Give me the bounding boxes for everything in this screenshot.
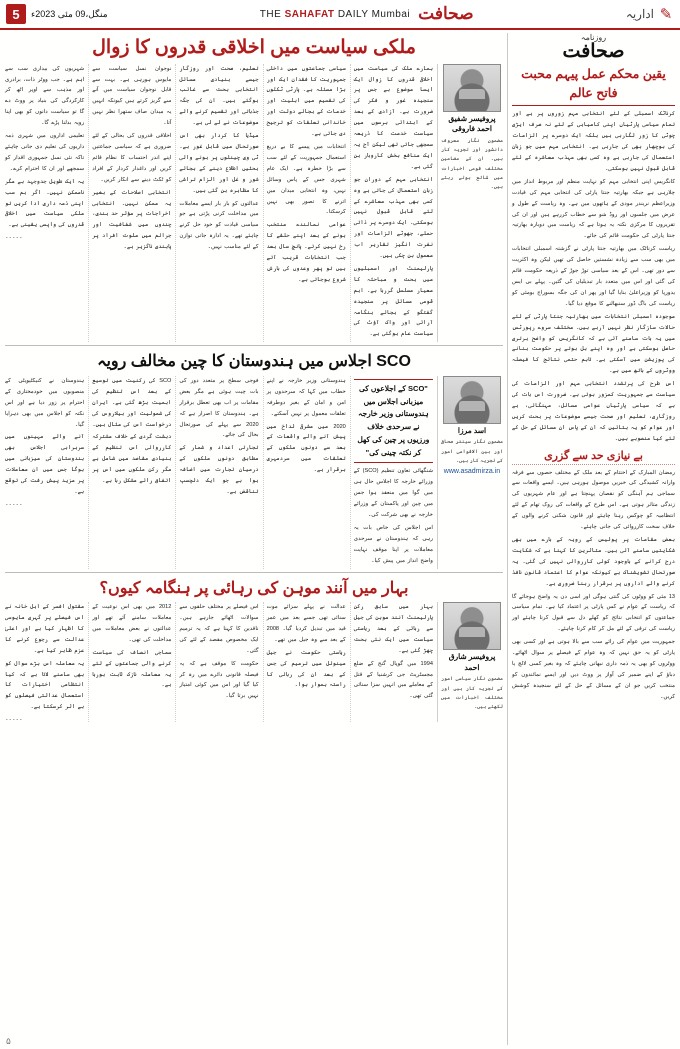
editorial-column <box>507 33 675 1045</box>
column <box>175 376 258 569</box>
paragraph: بہار میں سابق رکن پارلیمنٹ آنند موہن کی جیل سے رہائی کے بعد ریاستی سیاست میں ایک نئی بحث چھڑ گئی ہے۔ <box>353 604 433 654</box>
column-body <box>267 64 346 286</box>
editorial-kicker: روزنامہ <box>580 33 607 42</box>
author-website[interactable]: www.asadmirza.in <box>443 468 501 476</box>
paragraph: رمضان المبارک کے اختتام کے بعد ملک کے مختلف حصوں سے فرقہ وارانہ کشیدگی کی خبریں موصول ہورہی ہیں۔ ایسے واقعات سے سماجی ہم آہنگی کو نقصان پہنچتا ہے اور عام شہریوں کی زندگی متاثر ہوتی ہے۔ اس طرح کے واقعات کی روک تھام کے لئے انتظامیہ کو چوکس رہنا چاہئے اور قانون شکنی کرنے والوں کے خلاف سخت کارروائی کی جانی چاہئے۔ <box>512 469 675 531</box>
article-headline: بہار میں آنند موہن کی رہائی پر ہنگامہ کیوں؟ <box>99 579 409 597</box>
editorial-logo: صحافت <box>562 41 625 62</box>
column <box>88 602 171 722</box>
column <box>350 602 433 722</box>
main-story-area <box>5 33 503 1045</box>
column <box>350 64 433 343</box>
paragraph: انتخابات میں پیسے کا بے دریغ استعمال جمہوریت کے لئے سب سے بڑا خطرہ ہے۔ ایک عام شہری جس کے پاس وسائل نہیں، وہ انتخابی میدان میں اترنے کا تصور بھی نہیں کرسکتا۔ <box>266 143 346 216</box>
author-box <box>437 602 503 722</box>
column <box>5 602 84 722</box>
paragraph: دہشت گردی کے خلاف مشترکہ کارروائی اس تنظیم کے بنیادی مقاصد میں شامل ہے مگر رکن ملکوں میں اس پر اتفاق رائے مشکل رہا ہے۔ <box>92 434 172 485</box>
author-portrait <box>443 602 501 650</box>
paragraph: تجارتی اعداد و شمار کے مطابق دونوں ملکوں کے درمیان تجارت میں اضافہ ہوا ہے جو ایک دلچسپ تناقض ہے۔ <box>179 445 259 495</box>
paper-name-english-pre: THE <box>259 8 282 20</box>
paragraph: انتخابی مہم کے دوران جو زبان استعمال کی جاتی ہے وہ کسی بھی مہذب معاشرے کے لئے قابل قبول نہیں ہوسکتی۔ ایک دوسرے پر ذاتی حملے، جھوٹے الزامات اور نفرت انگیز تقاریر اب معمول بن چکی ہیں۔ <box>353 176 433 260</box>
column-body <box>92 602 171 691</box>
paragraph: پارلیمنٹ اور اسمبلیوں میں بحث و مباحثہ کا معیار مسلسل گررہا ہے۔ اہم قومی مسائل پر سنجیدہ گفتگو کے بجائے ہنگامہ آرائی اور واک آؤٹ کی سیاست عام ہوگئی ہے۔ <box>353 265 433 338</box>
paragraph: تعلیمی اداروں میں شہری ذمہ داریوں کی تعلیم دی جانی چاہئے تاکہ نئی نسل جمہوری اقدار کو سمجھے اور ان کا احترام کرے۔ <box>4 133 85 172</box>
paragraph: اس طرح کی پرتشدد انتخابی مہم اور الزامات کی سیاست سے جمہوریت کمزور ہوتی ہے۔ ضرورت اس بات کی ہے کہ سیاسی پارٹیاں عوامی مسائل، مہنگائی، بے روزگاری، تعلیم اور صحت جیسے موضوعات پر بحث کریں اور عوام کو یہ بتائیں کہ ان کے پاس ان مسائل کے حل کے لئے کیا منصوبے ہیں۔ <box>512 381 675 442</box>
article-signoff: ۔۔۔۔۔ <box>4 234 23 241</box>
article-columns <box>5 64 503 343</box>
paragraph: نوجوان نسل سیاست سے مایوس ہورہی ہے۔ بہت سے قابل نوجوان سیاست میں آنے سے گریز کرتے ہیں کیونکہ انہیں یہ میدان صاف ستھرا نظر نہیں آتا۔ <box>92 65 172 127</box>
column-body <box>92 64 171 253</box>
author-name: اسد مرزا <box>457 425 487 435</box>
paragraph: 1994 میں گوپال گنج کے ضلع مجسٹریٹ جی کرشنیا کے قتل کے معاملے میں انہیں سزا سنائی گئی تھی۔ <box>353 660 433 700</box>
column-body <box>354 602 433 702</box>
paragraph: ہندوستانی وزیر خارجہ نے اپنے خطاب میں کہا کہ سرحدوں پر امن و امان کے بغیر دوطرفہ تعلقات معمول پر نہیں آسکتے۔ <box>266 377 346 417</box>
author-note: مضمون نگار معروف دانشور اور تجزیہ کار ہیں۔ ان کے مضامین مختلف قومی اخبارات میں شائع ہوتے رہتے ہیں۔ <box>441 137 503 191</box>
paragraph: سیاسی جماعتوں میں داخلی جمہوریت کا فقدان ایک اور بڑا مسئلہ ہے۔ پارٹی ٹکٹوں کی تقسیم میں اہلیت اور خدمات کے بجائے دولت اور خاندانی تعلقات کو ترجیح دی جاتی ہے۔ <box>266 65 346 138</box>
column-body <box>92 376 171 487</box>
author-portrait <box>443 64 501 112</box>
author-note: مضمون نگار سیاسی امور کے تجزیہ کار ہیں اور مختلف اخبارات میں لکھتے ہیں۔ <box>441 676 503 711</box>
issue-date: منگل،09 مئی 2023ء <box>31 8 108 19</box>
article-ethics <box>5 33 503 346</box>
article-headline: ملکی سیاست میں اخلاقی قدروں کا زوال <box>92 37 416 58</box>
quill-icon: ✎ <box>659 6 673 23</box>
paragraph: جمہوریت میں عوام کی رائے سب سے بالا ہوتی ہے اور کسی بھی پارٹی کو یہ حق نہیں کہ وہ عوام کے فیصلے پر سوال اٹھائے۔ ووٹروں کو بھی یہ ذمہ داری نبھانی چاہئے کہ وہ بغیر کسی لالچ یا دباؤ کے اپنے ضمیر کی آواز پر ووٹ دیں اور ایسے نمائندوں کو منتخب کریں جو ان کے مسائل کے حل کے لئے سنجیدہ کوشش کریں۔ <box>512 639 675 700</box>
paragraph: ہمارے ملک کی سیاست میں اخلاقی قدروں کا زوال ایک ایسا موضوع ہے جس پر سنجیدہ غور و فکر کی ضرورت ہے۔ آزادی کے بعد کے ابتدائی برسوں میں سیاست خدمت کا ذریعہ سمجھی جاتی تھی لیکن آج یہ ایک منافع بخش کاروبار بن گئی ہے۔ <box>353 65 433 170</box>
author-note: مضمون نگار سینئر صحافی اور بین الاقوامی امور کے تجزیہ کار ہیں۔ <box>441 439 503 465</box>
paragraph: یہ معاملہ اس بڑے سوال کو بھی سامنے لاتا ہے کہ کیا انتظامی اختیارات کا استعمال عدالتی فیصلوں کو بے اثر کرسکتا ہے۔ <box>4 660 85 711</box>
column <box>175 64 258 343</box>
column-body <box>5 602 84 722</box>
paragraph: SCO کی رکنیت میں توسیع کے بعد اس تنظیم کی اہمیت بڑھ گئی ہے۔ ایران کی شمولیت اور بیلاروس کی درخواست اس کی مثال ہیں۔ <box>92 377 172 428</box>
column <box>88 64 171 343</box>
page-footer-mark: ۵ <box>6 1036 11 1046</box>
page-number-badge: 5 <box>6 4 26 24</box>
article-sco <box>5 349 503 572</box>
paragraph: یہ ایک طویل جدوجہد ہے مگر ناممکن نہیں۔ اگر ہم سب اپنی ذمہ داری ادا کریں تو ملکی سیاست میں اخلاقی قدروں کی واپسی یقینی ہے۔ <box>4 178 85 229</box>
paragraph: آنے والے مہینوں میں سربراہی اجلاس بھی ہندوستان کی میزبانی میں ہوگا جس میں ان معاملات پر مزید پیش رفت کی توقع ہے۔ <box>4 434 85 495</box>
paragraph: انتخابی اصلاحات کے بغیر یہ ممکن نہیں۔ انتخابی اخراجات پر مؤثر حد بندی، چندوں میں شفافیت اور جرائم میں ملوث افراد پر پابندی ناگزیر ہے۔ <box>92 189 172 251</box>
paragraph: 2020 میں مشرقی لداخ میں پیش آنے والے واقعات کے بعد سے دونوں ملکوں کے تعلقات میں سردمہری برقرار ہے۔ <box>266 423 346 474</box>
article-signoff: ۔۔۔۔۔ <box>4 500 23 507</box>
paper-name-english-post: DAILY Mumbai <box>337 8 411 20</box>
column <box>263 64 346 343</box>
column-body <box>354 64 433 341</box>
article-bihar <box>5 576 503 726</box>
pull-quote: "SCO کے اجلاعوں کی میزبانی اجلاس میں ہندوستانی وزیر خارجہ نے سرحدی خلاف ورزیوں پر چین کی کھل کر نکتہ چینی کی" <box>354 379 433 464</box>
column-body <box>267 602 346 691</box>
author-name: پروفیسر شفیق احمد فاروقی <box>448 113 496 134</box>
column-body <box>354 466 433 566</box>
paragraph: شہریوں کی بیداری سب سے اہم ہے۔ جب ووٹر ذات، برادری اور مذہب سے اوپر اٹھ کر کارکردگی کی بنیاد پر ووٹ دے گا تو سیاست دانوں کو بھی اپنا رویہ بدلنا پڑے گا۔ <box>4 65 85 127</box>
masthead-center <box>108 4 626 24</box>
editorial-body-2 <box>512 468 675 703</box>
editorial-title: یقین محکم عمل پیہم محبت فاتح عالم <box>512 65 675 107</box>
paragraph: کانگریس اپنی انتخابی مہم کو نہایت منظم اور مربوط انداز میں چلارہی ہے جبکہ بھارتیہ جنتا پارٹی کی انتخابی مہم کی قیادت وزیراعظم نریندر مودی کے ہاتھوں میں ہے۔ وہ ریاست کے طول و عرض میں جلسوں اور روڈ شو سے خطاب کررہے ہیں اور ان کی تقریروں کا مرکزی نکتہ یہ ہوتا ہے کہ ریاست میں دوبارہ بھارتیہ جنتا پارٹی کی حکومت قائم کی جائے۔ <box>512 178 675 240</box>
paragraph: سماجی انصاف کی سیاست کرنے والی جماعتوں کے لئے یہ معاملہ نازک ثابت ہورہا ہے۔ <box>92 649 172 689</box>
editorial-body <box>512 109 675 444</box>
column <box>175 602 258 722</box>
paragraph: اس فیصلے پر مختلف حلقوں سے سوالات اٹھائے جارہے ہیں۔ ناقدین کا کہنا ہے کہ یہ ترمیم ایک مخصوص مقصد کے لئے کی گئی۔ <box>179 604 259 654</box>
paragraph: ریاستی حکومت نے جیل مینوئل میں ترمیم کی جس کے بعد ان کی رہائی کا راستہ ہموار ہوا۔ <box>266 649 346 689</box>
paragraph: میڈیا کا کردار بھی اس صورتحال میں قابل غور ہے۔ ٹی وی چینلوں پر ہونے والی بحثیں اطلاع دینے کے بجائے شور و غل اور الزام تراشی کا مظاہرہ بن گئی ہیں۔ <box>179 133 259 194</box>
paragraph: ریاست کرناٹک میں بھارتیہ جنتا پارٹی نے گزشتہ اسمبلی انتخابات میں بھی سب سے زیادہ نشستیں حاصل کی تھیں لیکن وہ اکثریت سے دور تھی۔ اس کے بعد سیاسی توڑ جوڑ کے ذریعہ حکومت قائم کی گئی اور اس میں متعدد بار تبدیلیاں کی گئیں۔ پہلے بی ایس یدورپا کو وزیراعلیٰ بنایا گیا اور پھر ان کی جگہ بسوراج بومئی کو ریاست کی باگ ڈور سنبھالنے کا موقع دیا گیا۔ <box>512 246 675 307</box>
paragraph: بعض مقامات پر پولیس کے رویہ کے بارے میں بھی شکایتیں سامنے آئی ہیں۔ متاثرین کا کہنا ہے کہ شکایت درج کرانے کے باوجود کوئی کارروائی نہیں کی گئی۔ یہ صورتحال تشویشناک ہے کیونکہ عوام کا اعتماد قانون نافذ کرنے والے اداروں پر برقرار رہنا ضروری ہے۔ <box>512 537 675 587</box>
column <box>263 376 346 569</box>
paragraph: تعلیم، صحت اور روزگار جیسے بنیادی مسائل انتخابی بحث سے غائب ہوگئے ہیں۔ ان کی جگہ جذباتی اور تقسیم کرنے والے موضوعات نے لے لی ہے۔ <box>179 65 259 127</box>
author-name: پروفیسر شارق احمد <box>448 652 496 672</box>
author-box <box>437 376 503 569</box>
masthead <box>0 0 680 30</box>
paragraph: 2012 میں بھی اس نوعیت کے معاملات سامنے آئے تھے اور عدالتوں نے بعض معاملات میں مداخلت کی تھی۔ <box>92 604 172 643</box>
paragraph: 13 مئی کو ووٹوں کی گنتی ہوگی اور اسی دن یہ واضح ہوجائے گا کہ ریاست کے عوام نے کس پارٹی پر اعتماد کیا ہے۔ تمام سیاسی جماعتوں کو انتخابی نتائج کو کھلے دل سے قبول کرنا چاہئے اور ریاست کی ترقی کے لئے مل کر کام کرنا چاہئے۔ <box>512 593 675 633</box>
paragraph: حکومت کا موقف ہے کہ یہ فیصلہ قانونی دائرے میں رہ کر کیا گیا اور اس میں کوئی امتیاز نہیں برتا گیا۔ <box>179 660 259 700</box>
paragraph: عدالت نے پہلے سزائے موت سنائی تھی جسے بعد میں عمر قید میں تبدیل کردیا گیا۔ 2008 کے بعد سے وہ جیل میں تھے۔ <box>266 604 346 643</box>
paragraph: اس اجلاس کی خاص بات یہ رہی کہ ہندوستان نے سرحدی معاملات پر اپنا موقف نہایت واضح انداز میں پیش کیا۔ <box>353 524 433 564</box>
paper-name-english-brand: SAHAFAT <box>284 8 335 20</box>
paragraph: عوامی نمائندے منتخب ہونے کے بعد اپنے حلقے کا رخ نہیں کرتے۔ پانچ سال بعد جب انتخابات قریب آتے ہیں تو پھر وعدوں کی بارش شروع ہوجاتی ہے۔ <box>266 222 346 283</box>
paragraph: فوجی سطح پر متعدد دور کی بات چیت ہوئی ہے مگر بعض مقامات پر اب بھی تعطل برقرار ہے۔ ہندوستان کا اصرار ہے کہ 2020 سے پہلے کی صورتحال بحال کی جائے۔ <box>179 377 259 439</box>
article-columns <box>5 602 503 722</box>
author-portrait <box>443 376 501 424</box>
section-label: اداریہ <box>625 7 654 21</box>
column <box>5 64 84 343</box>
page-content <box>0 30 680 1049</box>
column-body <box>267 376 346 476</box>
editorial-subhead: بے نیازی حد سے گزری <box>512 449 675 465</box>
column-body <box>5 376 84 507</box>
author-box <box>437 64 503 343</box>
article-headline: SCO اجلاس میں ہندوستان کا چین مخالف رویہ <box>97 353 411 371</box>
column <box>5 376 84 569</box>
paragraph: شنگھائی تعاون تنظیم (SCO) کے وزرائے خارجہ کا اجلاس حال ہی میں گوا میں منعقد ہوا جس میں چین اور پاکستان کے وزرائے خارجہ نے بھی شرکت کی۔ <box>353 468 434 519</box>
paragraph: کرناٹک اسمبلی کے لئے انتخابی مہم زوروں پر ہے اور تمام سیاسی پارٹیاں اپنی کامیابی کے لئے نہ صرف ایڑی چوٹی کا زور لگارہی ہیں بلکہ ایک دوسرے پر الزامات کی بوچھار بھی کی جارہی ہے۔ انتخابی مہم میں جو زبان استعمال کی جارہی ہے وہ کسی بھی مہذب معاشرہ کے لئے قابل قبول نہیں ہوسکتی۔ <box>512 111 675 172</box>
column-body <box>179 64 258 253</box>
column <box>88 376 171 569</box>
paragraph: ہندوستان نے کنیکٹیویٹی کے منصوبوں میں خودمختاری کے احترام پر زور دیا ہے اور اس نکتہ کو اجلاس میں بھی دہرایا گیا۔ <box>4 377 85 428</box>
column-body <box>179 602 258 702</box>
paragraph: مقتول افسر کے اہل خانہ نے اس فیصلے پر گہری مایوسی کا اظہار کیا ہے اور اعلیٰ عدالت سے رجوع کرنے کا عزم ظاہر کیا ہے۔ <box>4 604 85 654</box>
article-columns <box>5 376 503 569</box>
column <box>263 602 346 722</box>
column <box>350 376 433 569</box>
column-body <box>5 64 84 241</box>
paragraph: عدالتوں کو بار بار ایسے معاملات میں مداخلت کرنی پڑتی ہے جو سیاسی قیادت کو خود حل کرنے چاہئے تھے۔ یہ ادارہ جاتی توازن کے لئے مناسب نہیں۔ <box>179 200 259 251</box>
paper-name-urdu: صحافت <box>418 4 474 23</box>
paragraph: موجودہ اسمبلی انتخابات میں بھارتیہ جنتا پارٹی کے لئے حالات سازگار نظر نہیں آرہے ہیں۔ مختلف سروے رپورٹس میں یہ بات سامنے آئی ہے کہ کانگریس کو واضح برتری حاصل ہوسکتی ہے اور وہ اپنے بل بوتے پر حکومت بنانے کی پوزیشن میں آسکتی ہے۔ تاہم حتمی نتائج کا فیصلہ ووٹروں کے ہاتھ میں ہے۔ <box>512 313 675 375</box>
paragraph: اخلاقی قدروں کی بحالی کے لئے ضروری ہے کہ سیاسی جماعتیں اپنے اندر احتساب کا نظام قائم کریں اور داغدار کردار کے افراد کو ٹکٹ دینے سے انکار کریں۔ <box>92 133 172 183</box>
paper-name-english <box>260 9 410 20</box>
column-body <box>179 376 258 498</box>
article-signoff: ۔۔۔۔۔ <box>4 716 23 723</box>
